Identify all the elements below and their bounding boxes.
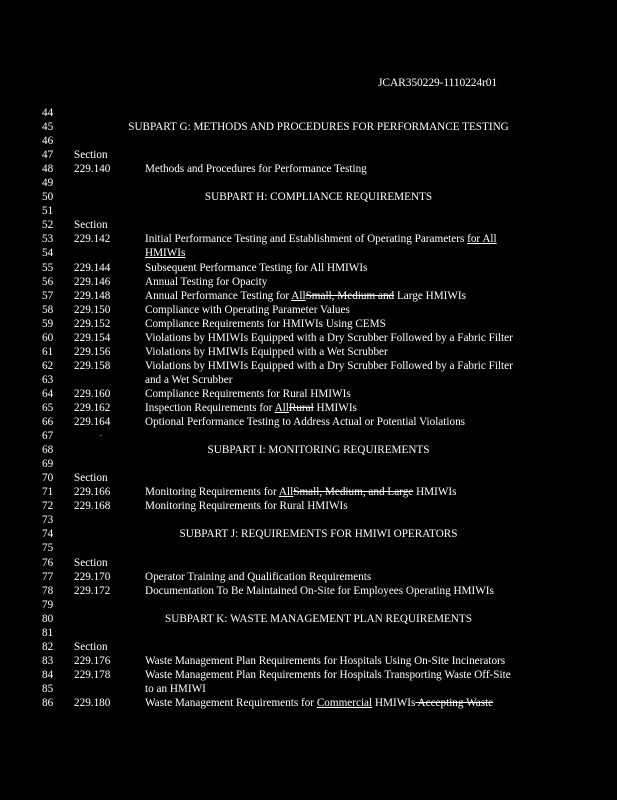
section-number: 229.166: [74, 486, 111, 499]
line-number: 60: [42, 331, 54, 344]
deleted-text: Small, Medium, and Large: [293, 486, 414, 499]
title-text: HMIWIs: [413, 486, 457, 499]
document-id: JCAR350229-1110224r01: [378, 77, 498, 89]
document-line: [0, 696, 617, 710]
line-number: 67: [42, 430, 54, 443]
stray-mark: .: [100, 429, 102, 439]
line-number: 49: [42, 177, 54, 190]
document-line: [0, 443, 617, 457]
title-text: Monitoring Requirements for Rural HMIWIs: [145, 500, 348, 513]
section-column-label: Section: [74, 472, 108, 485]
line-number: 85: [42, 682, 54, 695]
document-line: [0, 176, 617, 190]
document-line: [0, 162, 617, 176]
document-line: [0, 345, 617, 359]
title-text: Initial Performance Testing and Establishment of Operating Parameters: [145, 233, 468, 246]
document-line: [0, 317, 617, 331]
section-number: 229.156: [74, 345, 111, 358]
section-title: [145, 162, 367, 176]
section-title: [145, 415, 465, 429]
section-title: [145, 345, 388, 359]
document-line: [0, 387, 617, 401]
title-text: Subsequent Performance Testing for All HMIWIs: [145, 261, 368, 274]
section-number: 229.140: [74, 163, 111, 176]
inserted-text: Commercial: [316, 696, 373, 709]
document-line: [0, 120, 617, 134]
line-number: 45: [42, 121, 54, 134]
document-line: [0, 541, 617, 555]
document-line: [0, 401, 617, 415]
document-line: [0, 303, 617, 317]
section-number: 229.154: [74, 331, 111, 344]
document-line: [0, 556, 617, 570]
document-line: [0, 499, 617, 513]
document-line: [0, 246, 617, 260]
section-column-label: Section: [74, 149, 108, 162]
section-title: [145, 359, 513, 373]
subpart-heading: SUBPART I: MONITORING REQUIREMENTS: [207, 444, 430, 457]
section-title: [145, 303, 350, 317]
subpart-heading: SUBPART H: COMPLIANCE REQUIREMENTS: [204, 191, 433, 204]
document-line: [0, 654, 617, 668]
line-number: 73: [42, 514, 54, 527]
section-number: 229.168: [74, 500, 111, 513]
title-text: Annual Testing for Opacity: [145, 275, 268, 288]
document-line: [0, 275, 617, 289]
document-line: [0, 485, 617, 499]
section-number: 229.164: [74, 416, 111, 429]
section-number: 229.152: [74, 317, 111, 330]
table-of-contents: [0, 106, 617, 710]
title-text: Inspection Requirements for: [145, 401, 275, 414]
section-title: [145, 485, 456, 499]
line-number: 51: [42, 205, 54, 218]
document-line: [0, 457, 617, 471]
title-text: Annual Performance Testing for: [145, 289, 292, 302]
document-line: [0, 598, 617, 612]
document-line: [0, 331, 617, 345]
line-number: 68: [42, 444, 54, 457]
subpart-heading: SUBPART J: REQUIREMENTS FOR HMIWI OPERATORS: [179, 528, 458, 541]
section-column-label: Section: [74, 640, 108, 653]
line-number: 64: [42, 387, 54, 400]
title-text: Large HMIWIs: [394, 289, 467, 302]
title-text: HMIWIs: [313, 401, 357, 414]
section-column-label: Section: [74, 219, 108, 232]
title-text: Compliance Requirements for Rural HMIWIs: [145, 387, 351, 400]
line-number: 61: [42, 345, 54, 358]
title-text: Methods and Procedures for Performance Testing: [145, 163, 367, 176]
section-title: [145, 668, 511, 682]
deleted-text: Small, Medium and: [305, 289, 395, 302]
line-number: 53: [42, 233, 54, 246]
line-number: 54: [42, 247, 54, 260]
section-number: 229.170: [74, 570, 111, 583]
title-text: Documentation To Be Maintained On-Site for Employees Operating HMIWIs: [145, 584, 494, 597]
line-number: 66: [42, 416, 54, 429]
section-number: 229.160: [74, 387, 111, 400]
line-number: 62: [42, 359, 54, 372]
line-number: 48: [42, 163, 54, 176]
document-line: [0, 570, 617, 584]
section-title: [145, 232, 497, 246]
line-number: 76: [42, 556, 54, 569]
line-number: 57: [42, 289, 54, 302]
line-number: 79: [42, 598, 54, 611]
section-number: 229.180: [74, 696, 111, 709]
document-line: [0, 626, 617, 640]
title-text: Monitoring Requirements for: [145, 486, 279, 499]
document-line: [0, 429, 617, 443]
line-number: 75: [42, 542, 54, 555]
line-number: 65: [42, 401, 54, 414]
section-number: 229.144: [74, 261, 111, 274]
document-line: [0, 584, 617, 598]
section-number: 229.162: [74, 401, 111, 414]
title-text: Optional Performance Testing to Address Actual or Potential Violations: [145, 416, 466, 429]
title-text: Operator Training and Qualification Requirements: [145, 570, 372, 583]
line-number: 46: [42, 135, 54, 148]
title-text: Waste Management Plan Requirements for Hospitals Using On-Site Incinerators: [145, 654, 506, 667]
document-line: [0, 612, 617, 626]
document-line: [0, 471, 617, 485]
inserted-text: All: [274, 401, 289, 414]
document-line: [0, 373, 617, 387]
title-text: Violations by HMIWIs Equipped with a Wet Scrubber: [145, 345, 388, 358]
line-number: 63: [42, 373, 54, 386]
line-number: 78: [42, 584, 54, 597]
section-number: 229.142: [74, 233, 111, 246]
line-number: 77: [42, 570, 54, 583]
line-number: 59: [42, 317, 54, 330]
document-line: [0, 415, 617, 429]
section-number: 229.178: [74, 668, 111, 681]
document-line: [0, 359, 617, 373]
section-title: [145, 331, 513, 345]
section-title: [145, 682, 206, 696]
section-column-label: Section: [74, 556, 108, 569]
title-text: HMIWIs: [372, 696, 416, 709]
section-title: [145, 275, 267, 289]
title-text: Waste Management Requirements for: [145, 696, 317, 709]
document-line: [0, 289, 617, 303]
document-line: [0, 204, 617, 218]
section-title: [145, 246, 185, 260]
line-number: 74: [42, 528, 54, 541]
subpart-heading: SUBPART G: METHODS AND PROCEDURES FOR PERFORMANCE TESTING: [128, 121, 509, 134]
section-title: [145, 387, 351, 401]
line-number: 81: [42, 626, 54, 639]
section-title: [145, 261, 367, 275]
section-title: [145, 373, 232, 387]
document-line: [0, 640, 617, 654]
section-number: 229.158: [74, 359, 111, 372]
line-number: 70: [42, 472, 54, 485]
section-number: 229.148: [74, 289, 111, 302]
line-number: 83: [42, 654, 54, 667]
line-number: 52: [42, 219, 54, 232]
document-line: [0, 527, 617, 541]
inserted-text: for All: [467, 233, 497, 246]
document-line: [0, 218, 617, 232]
section-number: 229.146: [74, 275, 111, 288]
document-line: [0, 134, 617, 148]
line-number: 58: [42, 303, 54, 316]
section-title: [145, 317, 386, 331]
inserted-text: HMIWIs: [145, 247, 186, 260]
document-line: [0, 682, 617, 696]
line-number: 82: [42, 640, 54, 653]
document-line: [0, 106, 617, 120]
document-line: [0, 148, 617, 162]
line-number: 86: [42, 696, 54, 709]
line-number: 44: [42, 107, 54, 119]
document-line: [0, 668, 617, 682]
section-number: 229.150: [74, 303, 111, 316]
section-title: [145, 401, 357, 415]
title-text: to an HMIWI: [145, 682, 206, 695]
section-title: [145, 499, 348, 513]
subpart-heading: SUBPART K: WASTE MANAGEMENT PLAN REQUIREMENTS: [165, 612, 472, 625]
line-number: 72: [42, 500, 54, 513]
document-line: [0, 513, 617, 527]
document-line: [0, 232, 617, 246]
section-title: [145, 289, 466, 303]
section-title: [145, 654, 505, 668]
line-number: 50: [42, 191, 54, 204]
document-line: [0, 261, 617, 275]
line-number: 71: [42, 486, 54, 499]
line-number: 55: [42, 261, 54, 274]
section-title: [145, 570, 371, 584]
section-title: [145, 584, 494, 598]
document-line: [0, 190, 617, 204]
section-number: 229.172: [74, 584, 111, 597]
title-text: and a Wet Scrubber: [145, 373, 233, 386]
line-number: 84: [42, 668, 54, 681]
line-number: 80: [42, 612, 54, 625]
title-text: Violations by HMIWIs Equipped with a Dry Scrubber Followed by a Fabric Filter: [145, 331, 513, 344]
title-text: Compliance Requirements for HMIWIs Using CEMS: [145, 317, 386, 330]
inserted-text: All: [278, 486, 294, 499]
line-number: 69: [42, 458, 54, 471]
inserted-text: All: [291, 289, 306, 302]
section-number: 229.176: [74, 654, 111, 667]
title-text: Violations by HMIWIs Equipped with a Dry Scrubber Followed by a Fabric Filter: [145, 359, 513, 372]
deleted-text: Accepting Waste: [415, 696, 494, 709]
section-title: [145, 696, 493, 710]
line-number: 47: [42, 149, 54, 162]
line-number: 56: [42, 275, 54, 288]
deleted-text: Rural: [288, 401, 314, 414]
title-text: Waste Management Plan Requirements for Hospitals Transporting Waste Off-Site: [145, 668, 511, 681]
title-text: Compliance with Operating Parameter Values: [145, 303, 350, 316]
